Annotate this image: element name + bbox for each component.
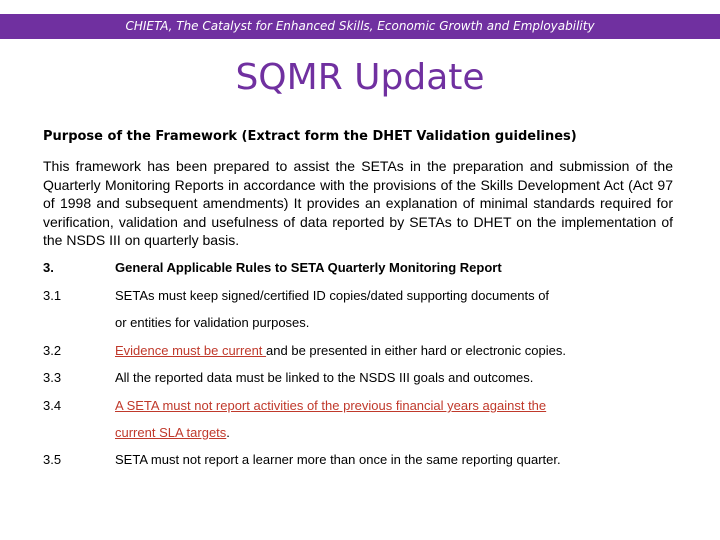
rule-text-continued — [115, 419, 675, 446]
highlighted-text: A SETA must not report activities of the previous financial years against the — [115, 398, 547, 413]
rule-text — [115, 337, 675, 364]
header-banner: CHIETA, The Catalyst for Enhanced Skills, Economic Growth and Employability — [0, 14, 720, 39]
highlighted-text: current SLA targets — [115, 425, 227, 440]
highlighted-text: Evidence must be current — [115, 343, 267, 358]
rule-number: 3.1 — [43, 288, 62, 303]
rule-text-continued: or entities for validation purposes. — [115, 315, 310, 330]
rule-text: SETA must not report a learner more than once in the same reporting quarter. — [115, 452, 561, 467]
rule-number: 3.5 — [43, 452, 62, 467]
rule-text-rest: and be presented in either hard or electronic copies. — [266, 343, 566, 358]
rule-number: 3.2 — [43, 343, 62, 358]
rule-text: All the reported data must be linked to the NSDS III goals and outcomes. — [115, 370, 534, 385]
rule-text: General Applicable Rules to SETA Quarterly Monitoring Report — [115, 260, 502, 275]
period: . — [226, 425, 230, 440]
rule-number: 3. — [43, 260, 54, 275]
page-title: SQMR Update — [235, 57, 485, 98]
rule-text: SETAs must keep signed/certified ID copies/dated supporting documents of — [115, 288, 550, 303]
rule-number: 3.4 — [43, 398, 62, 413]
rule-number: 3.3 — [43, 370, 62, 385]
purpose-heading: Purpose of the Framework (Extract form the DHET Validation guidelines) — [43, 129, 577, 144]
framework-paragraph: This framework has been prepared to assist the SETAs in the preparation and submission of the Quarterly Monitoring Reports in accordance with the provisions of the Skills Development Act (Act 97 of 1998 and subsequent amendments) It provides an explanation of minimal standards required for verification, validation and usefulness of data reported by SETAs to DHET on the implementation of the NSDS III on quarterly basis. — [43, 158, 673, 248]
